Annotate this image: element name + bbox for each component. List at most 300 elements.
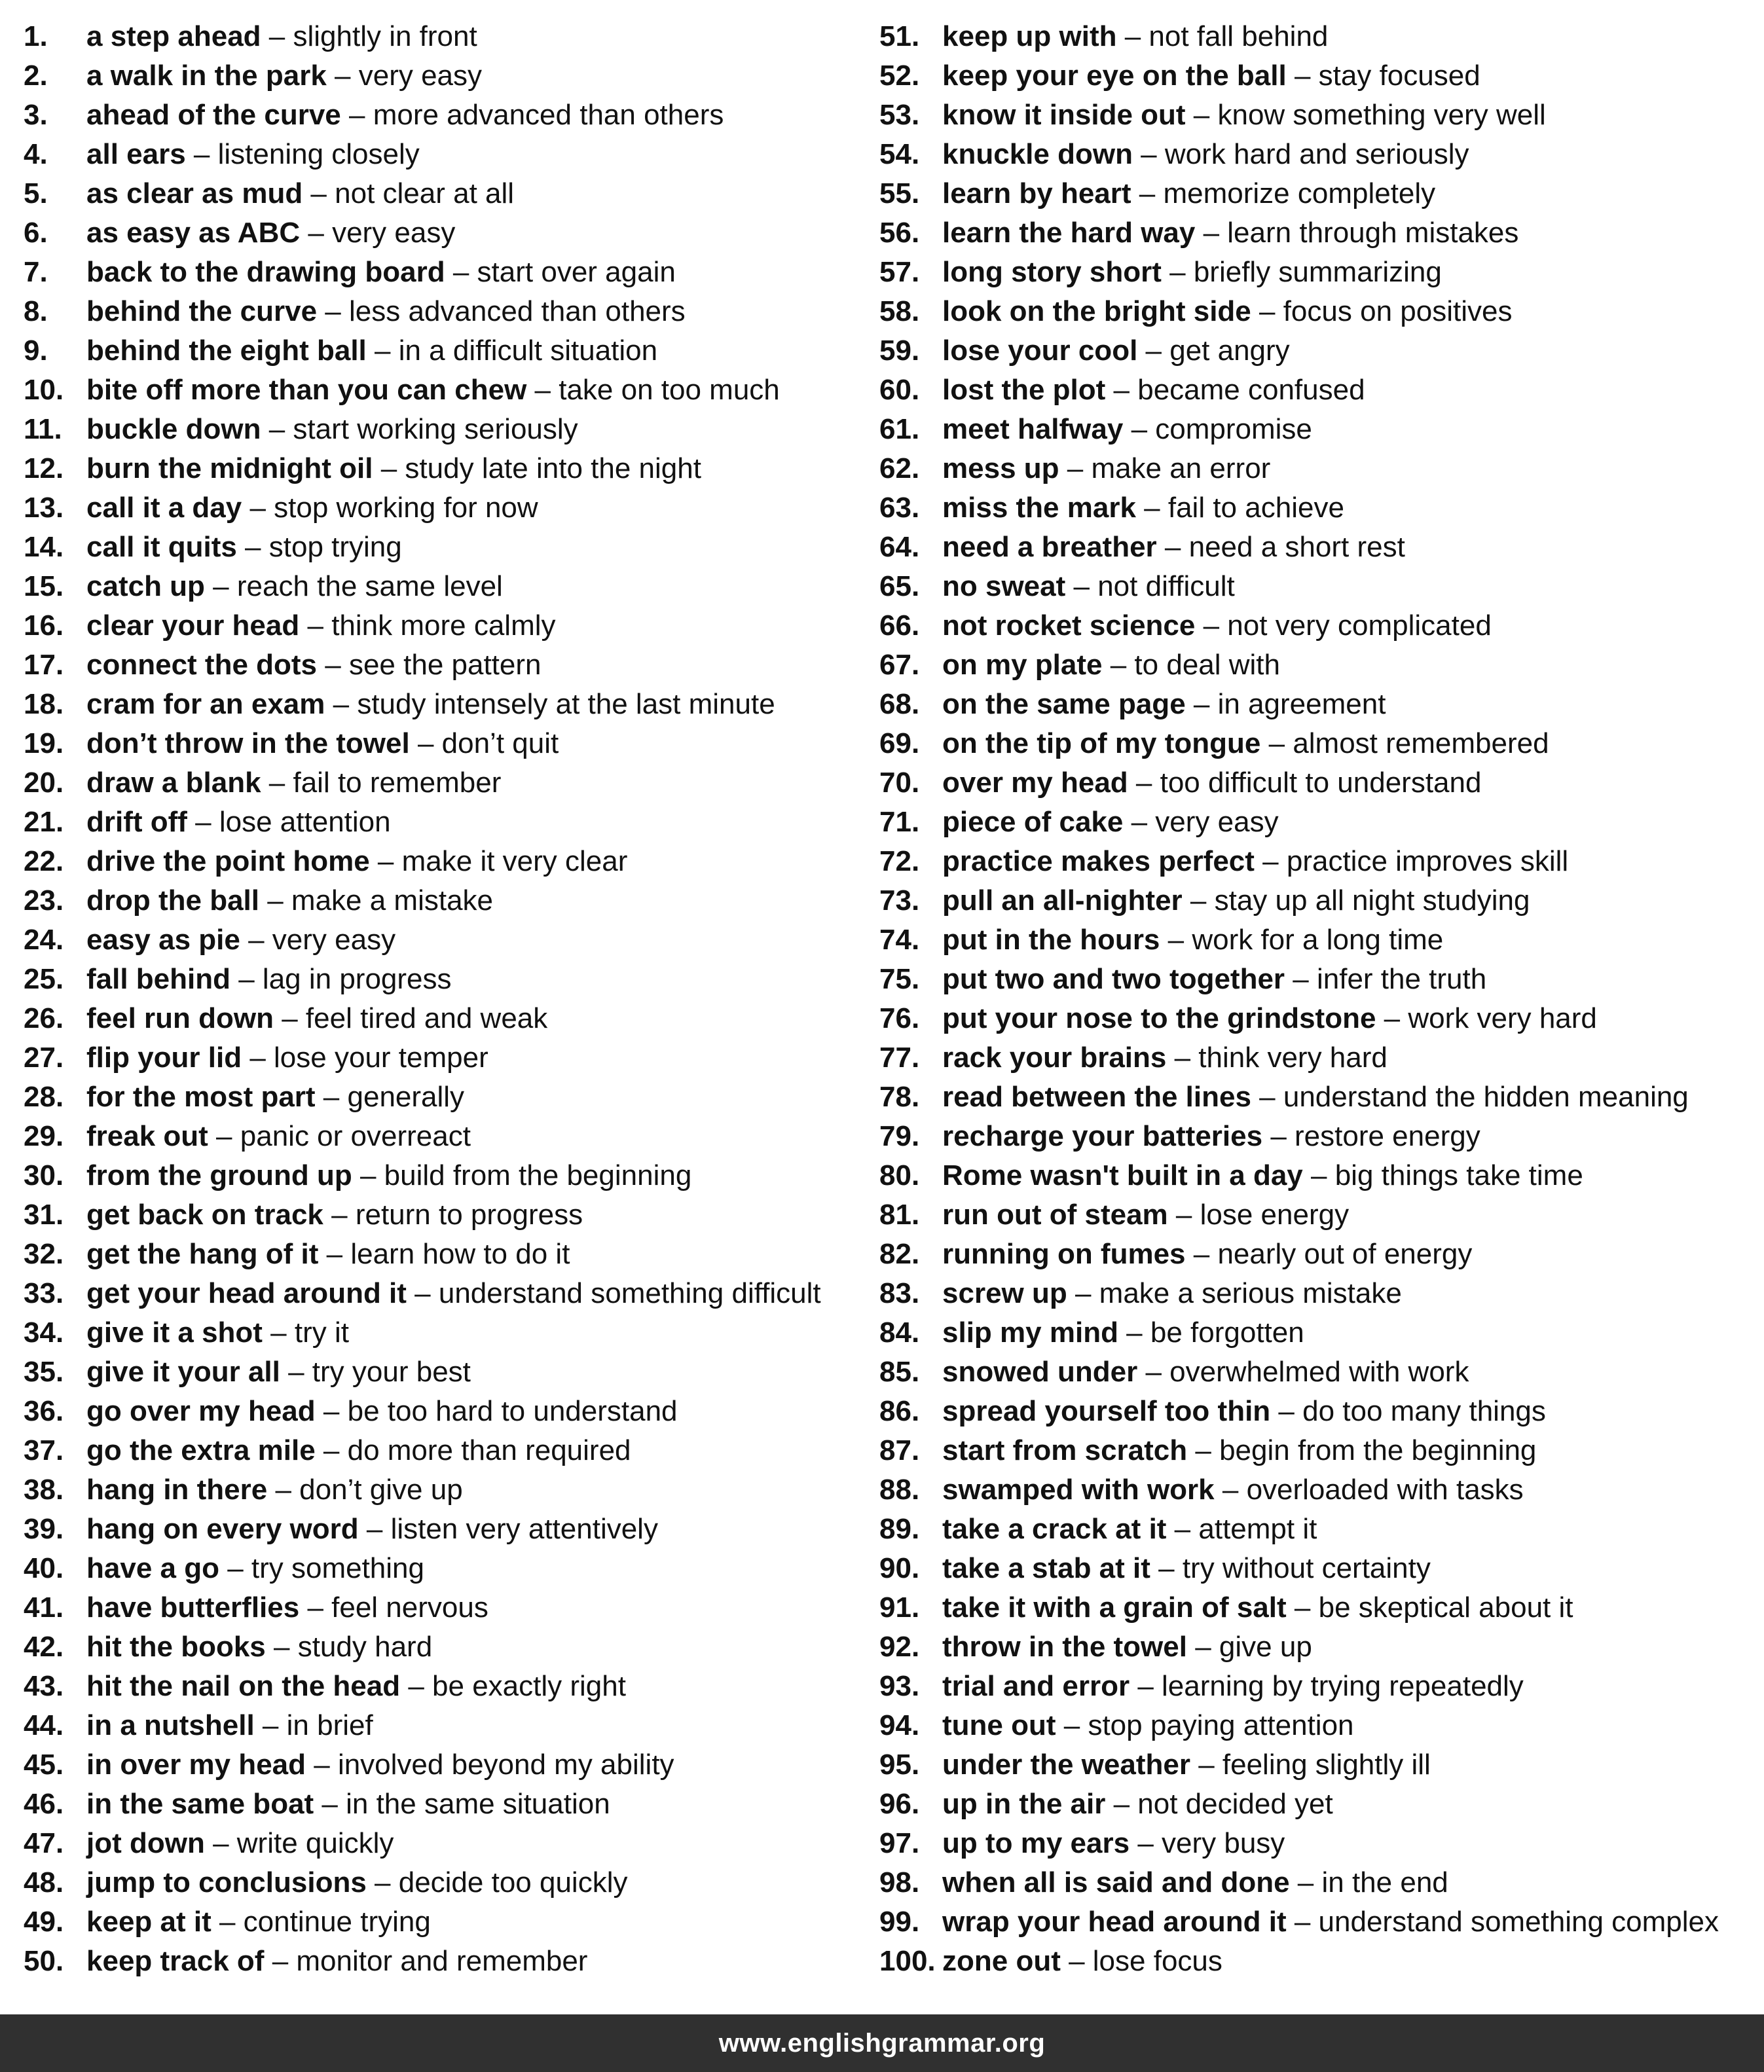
dash-separator: – <box>317 649 349 681</box>
dash-separator: – <box>1135 492 1168 524</box>
idiom-term: learn the hard way <box>942 217 1196 249</box>
idiom-definition: feel nervous <box>331 1591 488 1624</box>
item-number: 15. <box>24 570 64 602</box>
item-number: 43. <box>24 1670 64 1702</box>
dash-separator: – <box>300 217 333 249</box>
idiom-term: burn the midnight oil <box>86 452 373 484</box>
idiom-definition: be exactly right <box>432 1670 626 1702</box>
list-item <box>24 608 868 647</box>
idiom-term: buckle down <box>86 413 261 445</box>
idiom-definition: write quickly <box>236 1827 394 1859</box>
dash-separator: – <box>261 413 293 445</box>
item-number: 41. <box>24 1591 64 1624</box>
idiom-term: mess up <box>942 452 1059 484</box>
item-text <box>86 1315 349 1351</box>
idiom-definition: understand something complex <box>1318 1906 1719 1938</box>
list-item <box>879 1000 1750 1040</box>
idiom-term: not rocket science <box>942 609 1196 642</box>
item-text <box>86 608 556 644</box>
item-number: 33. <box>24 1277 64 1309</box>
idiom-term: behind the eight ball <box>86 335 367 367</box>
item-text <box>942 647 1280 683</box>
dash-separator: – <box>369 845 402 877</box>
item-number: 76. <box>879 1002 920 1034</box>
idiom-definition: panic or overreact <box>240 1120 471 1152</box>
idiom-definition: in the end <box>1321 1866 1448 1899</box>
item-number: 7. <box>24 256 48 288</box>
idiom-definition: fail to remember <box>293 767 502 799</box>
idiom-term: piece of cake <box>942 806 1124 838</box>
item-number: 85. <box>879 1356 920 1388</box>
idiom-definition: fail to achieve <box>1167 492 1344 524</box>
item-text <box>942 372 1365 409</box>
list-item <box>24 804 868 843</box>
item-number: 89. <box>879 1513 920 1545</box>
idiom-definition: decide too quickly <box>398 1866 628 1899</box>
idiom-term: all ears <box>86 138 186 170</box>
item-text <box>86 1590 488 1626</box>
item-text <box>942 1079 1689 1116</box>
item-text <box>942 175 1435 212</box>
idiom-definition: lose your temper <box>274 1042 488 1074</box>
idiom-term: lose your cool <box>942 335 1138 367</box>
item-text <box>86 1000 547 1037</box>
idiom-definition: very easy <box>358 60 483 92</box>
idiom-definition: think very hard <box>1198 1042 1387 1074</box>
list-item <box>879 1275 1750 1315</box>
idiom-definition: slightly in front <box>293 20 477 52</box>
item-number: 93. <box>879 1670 920 1702</box>
item-text <box>86 1825 394 1862</box>
item-text <box>942 1904 1719 1940</box>
idiom-term: when all is said and done <box>942 1866 1290 1899</box>
idiom-definition: learn how to do it <box>350 1238 570 1270</box>
idiom-definition: too difficult to understand <box>1160 767 1482 799</box>
idiom-term: screw up <box>942 1277 1067 1309</box>
dash-separator: – <box>315 1395 348 1427</box>
item-number: 54. <box>879 138 920 170</box>
idiom-definition: continue trying <box>243 1906 431 1938</box>
list-item <box>24 215 868 254</box>
idiom-definition: be too hard to understand <box>347 1395 678 1427</box>
idiom-term: behind the curve <box>86 295 318 327</box>
idiom-definition: restore energy <box>1295 1120 1480 1152</box>
item-text <box>86 18 477 55</box>
item-text <box>942 1315 1304 1351</box>
item-text <box>942 97 1546 134</box>
item-text <box>86 254 676 291</box>
idiom-term: call it quits <box>86 531 237 563</box>
dash-separator: – <box>1118 1317 1150 1349</box>
idiom-definition: think more calmly <box>331 609 556 642</box>
item-text <box>942 215 1518 251</box>
item-text <box>86 1943 587 1980</box>
list-item <box>879 1904 1750 1943</box>
idiom-term: go over my head <box>86 1395 316 1427</box>
item-number: 79. <box>879 1120 920 1152</box>
dash-separator: – <box>1131 177 1164 209</box>
idiom-definition: reach the same level <box>236 570 503 602</box>
idiom-term: hang in there <box>86 1474 268 1506</box>
idiom-term: keep track of <box>86 1945 265 1977</box>
item-text <box>942 1118 1480 1155</box>
dash-separator: – <box>1195 217 1228 249</box>
idiom-term: for the most part <box>86 1081 316 1113</box>
idiom-term: give it your all <box>86 1356 280 1388</box>
item-text <box>86 1275 821 1312</box>
list-item <box>879 1197 1750 1236</box>
dash-separator: – <box>236 531 269 563</box>
dash-separator: – <box>1185 688 1218 720</box>
item-text <box>942 922 1443 958</box>
dash-separator: – <box>1376 1002 1408 1034</box>
idiom-term: throw in the towel <box>942 1631 1187 1663</box>
dash-separator: – <box>1137 335 1170 367</box>
item-text <box>86 333 657 369</box>
dash-separator: – <box>1285 963 1317 995</box>
item-number: 95. <box>879 1749 920 1781</box>
list-item <box>24 529 868 568</box>
item-number: 64. <box>879 531 920 563</box>
idiom-term: in the same boat <box>86 1788 314 1820</box>
item-text <box>942 725 1549 762</box>
idiom-term: don’t throw in the towel <box>86 727 410 759</box>
dash-separator: – <box>1289 1866 1322 1899</box>
item-number: 83. <box>879 1277 920 1309</box>
item-number: 60. <box>879 374 920 406</box>
item-number: 90. <box>879 1552 920 1584</box>
idiom-term: connect the dots <box>86 649 318 681</box>
item-text <box>942 1747 1431 1783</box>
idiom-definition: generally <box>347 1081 465 1113</box>
dash-separator: – <box>1130 1670 1162 1702</box>
idiom-term: catch up <box>86 570 205 602</box>
idiom-term: rack your brains <box>942 1042 1167 1074</box>
item-text <box>86 293 686 330</box>
item-number: 2. <box>24 60 48 92</box>
dash-separator: – <box>1286 1591 1319 1624</box>
idiom-definition: very busy <box>1162 1827 1285 1859</box>
item-number: 87. <box>879 1434 920 1466</box>
list-item <box>879 568 1750 608</box>
idiom-definition: make an error <box>1091 452 1271 484</box>
item-text <box>86 215 455 251</box>
list-item <box>879 922 1750 961</box>
idiom-definition: not fall behind <box>1148 20 1329 52</box>
list-item <box>879 1629 1750 1668</box>
item-number: 58. <box>879 295 920 327</box>
list-item <box>879 1157 1750 1197</box>
item-text <box>86 1550 424 1587</box>
list-item <box>879 1668 1750 1707</box>
idiom-term: as clear as mud <box>86 177 303 209</box>
item-number: 73. <box>879 884 920 917</box>
item-text <box>942 529 1405 566</box>
dash-separator: – <box>1185 1238 1218 1270</box>
list-item <box>24 1786 868 1825</box>
dash-separator: – <box>1262 1120 1295 1152</box>
idiom-definition: try without certainty <box>1182 1552 1431 1584</box>
item-number: 32. <box>24 1238 64 1270</box>
dash-separator: – <box>1251 1081 1283 1113</box>
list-item <box>879 450 1750 490</box>
list-item <box>879 411 1750 450</box>
list-item <box>24 372 868 411</box>
dash-separator: – <box>264 1945 297 1977</box>
idiom-column-left <box>24 18 868 1982</box>
idiom-term: cram for an exam <box>86 688 325 720</box>
idiom-term: take it with a grain of salt <box>942 1591 1287 1624</box>
list-item <box>24 1157 868 1197</box>
item-text <box>86 1786 610 1823</box>
list-item <box>24 58 868 97</box>
idiom-definition: in a difficult situation <box>398 335 658 367</box>
item-text <box>942 293 1512 330</box>
item-text <box>942 882 1530 919</box>
idiom-definition: to deal with <box>1134 649 1280 681</box>
list-item <box>24 765 868 804</box>
list-item <box>879 1354 1750 1393</box>
idiom-definition: do too many things <box>1302 1395 1546 1427</box>
idiom-definition: get angry <box>1169 335 1290 367</box>
item-number: 97. <box>879 1827 920 1859</box>
item-number: 52. <box>879 60 920 92</box>
item-text <box>86 1432 631 1469</box>
item-text <box>86 843 627 880</box>
idiom-term: back to the drawing board <box>86 256 445 288</box>
list-item <box>879 293 1750 333</box>
item-number: 24. <box>24 924 64 956</box>
list-item <box>879 608 1750 647</box>
item-number: 61. <box>879 413 920 445</box>
idiom-definition: make it very clear <box>401 845 628 877</box>
idiom-term: run out of steam <box>942 1199 1168 1231</box>
item-number: 13. <box>24 492 64 524</box>
dash-separator: – <box>261 20 293 52</box>
item-text <box>86 1629 432 1665</box>
item-text <box>942 1354 1469 1390</box>
dash-separator: – <box>352 1159 384 1191</box>
item-number: 48. <box>24 1866 64 1899</box>
idiom-definition: focus on positives <box>1283 295 1513 327</box>
item-number: 12. <box>24 452 64 484</box>
idiom-definition: not difficult <box>1097 570 1235 602</box>
idiom-term: jot down <box>86 1827 205 1859</box>
idiom-term: get back on track <box>86 1199 323 1231</box>
dash-separator: – <box>240 924 272 956</box>
idiom-definition: study hard <box>297 1631 433 1663</box>
dash-separator: – <box>1195 609 1228 642</box>
list-item <box>879 686 1750 725</box>
dash-separator: – <box>265 1631 298 1663</box>
item-text <box>86 175 514 212</box>
item-number: 39. <box>24 1513 64 1545</box>
dash-separator: – <box>267 1474 300 1506</box>
item-text <box>942 136 1469 173</box>
idiom-definition: be forgotten <box>1150 1317 1304 1349</box>
idiom-definition: lag in progress <box>262 963 452 995</box>
list-item <box>24 1550 868 1590</box>
list-item <box>24 1511 868 1550</box>
idiom-term: miss the mark <box>942 492 1136 524</box>
item-number: 49. <box>24 1906 64 1938</box>
list-item <box>24 1590 868 1629</box>
dash-separator: – <box>366 1866 399 1899</box>
list-item <box>24 1864 868 1904</box>
dash-separator: – <box>1286 1906 1319 1938</box>
list-item <box>879 1393 1750 1432</box>
dash-separator: – <box>187 806 219 838</box>
item-number: 38. <box>24 1474 64 1506</box>
dash-separator: – <box>1185 99 1218 131</box>
list-item <box>24 333 868 372</box>
idiom-definition: listen very attentively <box>390 1513 658 1545</box>
idiom-definition: understand something difficult <box>438 1277 821 1309</box>
item-text <box>942 1472 1524 1508</box>
idiom-definition: stop paying attention <box>1088 1709 1354 1741</box>
item-number: 70. <box>879 767 920 799</box>
list-item <box>24 1472 868 1511</box>
idiom-term: hang on every word <box>86 1513 359 1545</box>
item-text <box>86 647 542 683</box>
idiom-definition: work very hard <box>1408 1002 1597 1034</box>
dash-separator: – <box>208 1120 240 1152</box>
item-text <box>942 254 1442 291</box>
idiom-definition: not clear at all <box>335 177 515 209</box>
idiom-term: go the extra mile <box>86 1434 316 1466</box>
item-number: 96. <box>879 1788 920 1820</box>
item-number: 34. <box>24 1317 64 1349</box>
item-number: 86. <box>879 1395 920 1427</box>
idiom-definition: practice improves skill <box>1286 845 1569 877</box>
list-item <box>24 293 868 333</box>
item-number: 82. <box>879 1238 920 1270</box>
idiom-term: have butterflies <box>86 1591 300 1624</box>
idiom-term: clear your head <box>86 609 300 642</box>
list-item <box>24 922 868 961</box>
idiom-definition: stay focused <box>1318 60 1480 92</box>
item-text <box>86 1904 431 1940</box>
item-number: 53. <box>879 99 920 131</box>
idiom-definition: stop trying <box>268 531 402 563</box>
idiom-definition: stop working for now <box>274 492 538 524</box>
item-text <box>942 804 1279 841</box>
item-number: 68. <box>879 688 920 720</box>
dash-separator: – <box>326 60 359 92</box>
item-text <box>942 1943 1222 1980</box>
idiom-term: drive the point home <box>86 845 370 877</box>
item-number: 25. <box>24 963 64 995</box>
idiom-definition: very easy <box>332 217 456 249</box>
item-number: 51. <box>879 20 920 52</box>
item-number: 9. <box>24 335 48 367</box>
item-number: 67. <box>879 649 920 681</box>
idiom-definition: try something <box>251 1552 424 1584</box>
item-text <box>86 1040 488 1076</box>
item-text <box>942 608 1492 644</box>
list-item <box>24 97 868 136</box>
idiom-term: look on the bright side <box>942 295 1251 327</box>
item-number: 66. <box>879 609 920 642</box>
item-text <box>942 765 1481 801</box>
item-number: 80. <box>879 1159 920 1191</box>
idiom-definition: see the pattern <box>348 649 542 681</box>
item-text <box>942 843 1568 880</box>
dash-separator: – <box>1160 924 1192 956</box>
footer-url[interactable]: www.englishgrammar.org <box>718 2028 1046 2058</box>
item-text <box>942 1511 1317 1548</box>
idiom-definition: try your best <box>312 1356 471 1388</box>
item-text <box>86 961 452 998</box>
footer-bar <box>0 2014 1764 2072</box>
dash-separator: – <box>1214 1474 1247 1506</box>
item-number: 84. <box>879 1317 920 1349</box>
dash-separator: – <box>204 570 237 602</box>
item-number: 77. <box>879 1042 920 1074</box>
dash-separator: – <box>315 1434 348 1466</box>
list-item <box>879 215 1750 254</box>
idiom-term: keep up with <box>942 20 1117 52</box>
dash-separator: – <box>358 1513 391 1545</box>
dash-separator: – <box>317 295 349 327</box>
idiom-term: tune out <box>942 1709 1056 1741</box>
item-number: 26. <box>24 1002 64 1034</box>
idiom-definition: overloaded with tasks <box>1246 1474 1524 1506</box>
idiom-term: learn by heart <box>942 177 1131 209</box>
dash-separator: – <box>323 1199 356 1231</box>
list-item <box>879 1315 1750 1354</box>
dash-separator: – <box>314 1788 346 1820</box>
idiom-definition: compromise <box>1155 413 1312 445</box>
dash-separator: – <box>211 1906 244 1938</box>
item-text <box>86 568 503 605</box>
item-number: 42. <box>24 1631 64 1663</box>
list-item <box>879 97 1750 136</box>
list-item <box>24 1393 868 1432</box>
list-item <box>24 1943 868 1982</box>
dash-separator: – <box>204 1827 237 1859</box>
dash-separator: – <box>219 1552 251 1584</box>
item-text <box>942 450 1270 487</box>
item-number: 5. <box>24 177 48 209</box>
idiom-definition: feeling slightly ill <box>1222 1749 1431 1781</box>
dash-separator: – <box>280 1356 312 1388</box>
item-text <box>942 1000 1597 1037</box>
item-text <box>942 1707 1354 1744</box>
idiom-term: running on fumes <box>942 1238 1186 1270</box>
idiom-term: put in the hours <box>942 924 1160 956</box>
idiom-term: from the ground up <box>86 1159 352 1191</box>
idiom-definition: involved beyond my ability <box>337 1749 674 1781</box>
item-text <box>86 97 724 134</box>
dash-separator: – <box>261 767 293 799</box>
item-number: 62. <box>879 452 920 484</box>
idiom-term: in a nutshell <box>86 1709 255 1741</box>
idiom-definition: lose focus <box>1092 1945 1222 1977</box>
idiom-term: under the weather <box>942 1749 1190 1781</box>
idiom-definition: in brief <box>286 1709 373 1741</box>
item-text <box>86 765 501 801</box>
item-number: 69. <box>879 727 920 759</box>
list-item <box>24 1079 868 1118</box>
dash-separator: – <box>1128 767 1160 799</box>
item-text <box>942 1157 1583 1194</box>
list-item <box>879 647 1750 686</box>
item-number: 46. <box>24 1788 64 1820</box>
item-number: 99. <box>879 1906 920 1938</box>
list-item <box>879 58 1750 97</box>
item-text <box>86 1393 678 1430</box>
